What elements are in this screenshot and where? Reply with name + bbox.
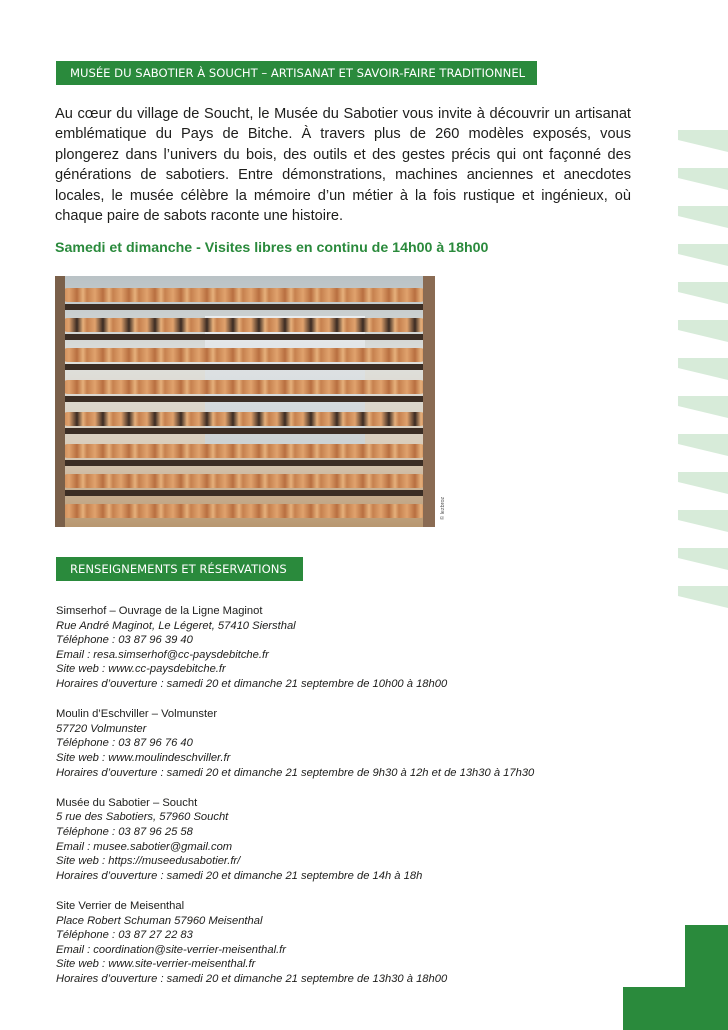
contact-address: Rue André Maginot, Le Légeret, 57410 Siersthal <box>56 619 296 632</box>
contact-name: Moulin d’Eschviller – Volmunster <box>56 708 218 721</box>
section-banner-musee: MUSÉE DU SABOTIER À SOUCHT – ARTISANAT ET SAVOIR-FAIRE TRADITIONNEL <box>56 61 537 85</box>
contact-address: Place Robert Schuman 57960 Meisenthal <box>56 914 263 927</box>
clog-shelves-photo <box>55 276 435 527</box>
clog-row <box>61 318 427 332</box>
clog-row <box>61 288 427 302</box>
contact-musee-sabotier <box>56 796 616 884</box>
shelf-board <box>55 460 435 466</box>
contact-website: Site web : https://museedusabotier.fr/ <box>56 855 241 868</box>
clog-row <box>61 348 427 362</box>
contact-address: 57720 Volmunster <box>56 722 147 735</box>
contact-list <box>56 604 616 1002</box>
contact-simserhof <box>56 604 616 692</box>
shelf-board <box>55 490 435 496</box>
decorative-green-steps <box>623 925 728 1030</box>
window-frame-left <box>55 276 65 527</box>
contact-hours: Horaires d’ouverture : samedi 20 et dimanche 21 septembre de 14h à 18h <box>56 869 423 882</box>
contact-email: Email : coordination@site-verrier-meisenthal.fr <box>56 943 287 956</box>
contact-website: Site web : www.moulindeschviller.fr <box>56 752 231 765</box>
contact-email: Email : resa.simserhof@cc-paysdebitche.fr <box>56 648 269 661</box>
contact-name: Simserhof – Ouvrage de la Ligne Maginot <box>56 605 263 617</box>
contact-website: Site web : www.site-verrier-meisenthal.fr <box>56 958 256 971</box>
contact-moulin-eschviller <box>56 707 616 780</box>
intro-paragraph: Au cœur du village de Soucht, le Musée du Sabotier vous invite à découvrir un artisanat emblématique du Pays de Bitche. À travers plus de 260 modèles exposés, vous plongerez dans l’univers du bois, des outils et des gestes précis qui ont façonné des générations de sabotiers. Entre démonstrations, machines anciennes et anecdotes locales, le musée célèbre la mémoire d’un métier à la fois rustique et ingénieux, où chaque paire de sabots raconte une histoire. <box>55 106 631 225</box>
contact-name: Musée du Sabotier – Soucht <box>56 796 198 809</box>
clog-row <box>61 444 427 458</box>
contact-name: Site Verrier de Meisenthal <box>56 899 185 912</box>
contact-hours: Horaires d’ouverture : samedi 20 et dimanche 21 septembre de 9h30 à 12h et de 13h30 à 17h30 <box>56 766 535 779</box>
contact-phone: Téléphone : 03 87 27 22 83 <box>56 929 193 942</box>
shelf-board <box>55 428 435 434</box>
clog-row <box>61 380 427 394</box>
contact-phone: Téléphone : 03 87 96 76 40 <box>56 737 193 750</box>
shelf-board <box>55 334 435 340</box>
shelf-board <box>55 396 435 402</box>
clog-row <box>61 412 427 426</box>
clog-row <box>61 474 427 488</box>
contact-email: Email : musee.sabotier@gmail.com <box>56 840 233 853</box>
clog-row <box>61 504 427 518</box>
window-frame-right <box>423 276 435 527</box>
contact-hours: Horaires d’ouverture : samedi 20 et dimanche 21 septembre de 13h30 à 18h00 <box>56 973 448 985</box>
shelf-board <box>55 364 435 370</box>
contact-site-verrier <box>56 899 616 987</box>
decorative-stripes <box>678 130 728 620</box>
photo-credit: © lezbroz <box>440 496 446 520</box>
section-banner-renseignements: RENSEIGNEMENTS ET RÉSERVATIONS <box>56 557 303 581</box>
contact-phone: Téléphone : 03 87 96 39 40 <box>56 634 193 647</box>
contact-website: Site web : www.cc-paysdebitche.fr <box>56 663 226 676</box>
shelf-board <box>55 304 435 310</box>
contact-hours: Horaires d’ouverture : samedi 20 et dimanche 21 septembre de 10h00 à 18h00 <box>56 678 448 691</box>
contact-phone: Téléphone : 03 87 96 25 58 <box>56 826 193 839</box>
contact-address: 5 rue des Sabotiers, 57960 Soucht <box>56 811 229 824</box>
visit-hours-subhead: Samedi et dimanche - Visites libres en continu de 14h00 à 18h00 <box>55 240 489 256</box>
